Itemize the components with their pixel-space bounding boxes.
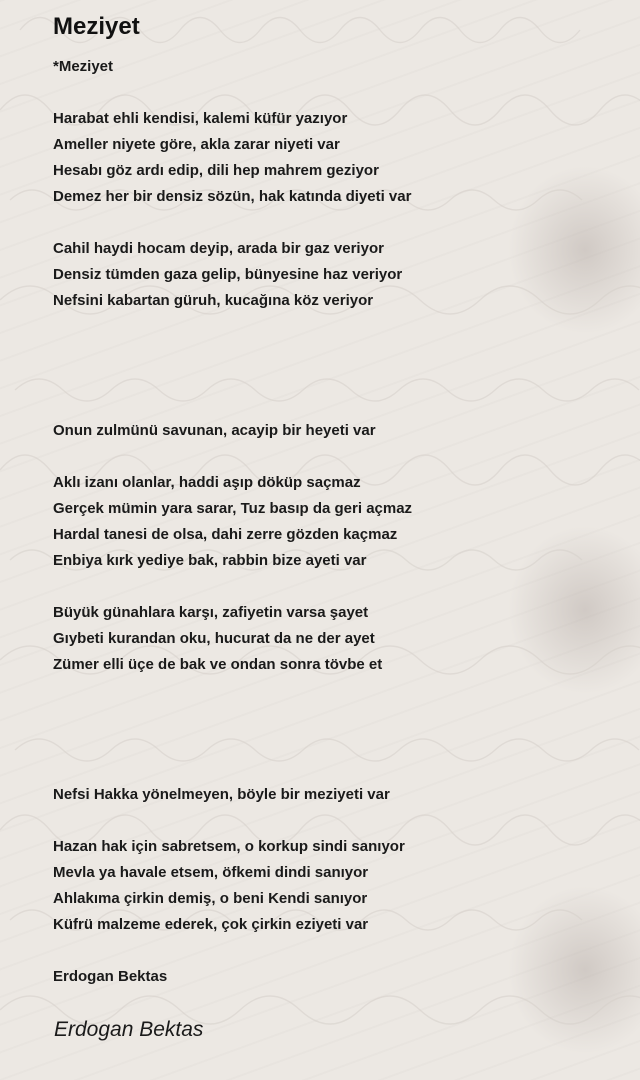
stanza-break (53, 444, 613, 470)
poem-line: Mevla ya havale etsem, öfkemi dindi sanıyor (53, 864, 369, 881)
poem-line: Cahil haydi hocam deyip, arada bir gaz veriyor (53, 240, 384, 257)
poem-line: Nefsini kabartan güruh, kucağına köz veriyor (53, 292, 374, 309)
poem-line: Gıybeti kurandan oku, hucurat da ne der ayet (53, 630, 375, 647)
poem-line: Ameller niyete göre, akla zarar niyeti var (53, 136, 340, 153)
poem-line: Onun zulmünü savunan, acayip bir heyeti var (53, 422, 376, 439)
poem-line: Aklı izanı olanlar, haddi aşıp döküp saçmaz (53, 474, 361, 491)
poem-line: Büyük günahlara karşı, zafiyetin varsa şayet (53, 604, 369, 621)
stanza-break (53, 756, 613, 782)
stanza-break (53, 366, 613, 392)
poem-line: Gerçek mümin yara sarar, Tuz basıp da geri açmaz (53, 500, 413, 517)
stanza-break (53, 938, 613, 964)
poem-line: Densiz tümden gaza gelip, bünyesine haz veriyor (53, 266, 403, 283)
poem-line: Harabat ehli kendisi, kalemi küfür yazıyor (53, 110, 348, 127)
stanza-break (53, 392, 613, 418)
stanza-break (53, 80, 613, 106)
stanza-break (53, 704, 613, 730)
poem-body (53, 54, 613, 990)
poem-line: Enbiya kırk yediye bak, rabbin bize ayeti var (53, 552, 367, 569)
poem-line: Hazan hak için sabretsem, o korkup sindi sanıyor (53, 838, 405, 855)
stanza-break (53, 210, 613, 236)
poem-line: Erdogan Bektas (53, 968, 168, 985)
poem-title: Meziyet (53, 13, 140, 40)
stanza-break (53, 730, 613, 756)
poem-line: Demez her bir densiz sözün, hak katında diyeti var (53, 188, 412, 205)
poem-line: Hardal tanesi de olsa, dahi zerre gözden kaçmaz (53, 526, 398, 543)
stanza-break (53, 340, 613, 366)
poem-line: Zümer elli üçe de bak ve ondan sonra tövbe et (53, 656, 383, 673)
stanza-break (53, 314, 613, 340)
stanza-break (53, 808, 613, 834)
poem-line: Küfrü malzeme ederek, çok çirkin eziyeti var (53, 916, 369, 933)
stanza-break (53, 678, 613, 704)
stanza-break (53, 574, 613, 600)
poem-line: Hesabı göz ardı edip, dili hep mahrem geziyor (53, 162, 379, 179)
poem-line: *Meziyet (53, 58, 114, 75)
poem-line: Nefsi Hakka yönelmeyen, böyle bir meziyeti var (53, 786, 390, 803)
poem-line: Ahlakıma çirkin demiş, o beni Kendi sanıyor (53, 890, 368, 907)
author-signature: Erdogan Bektas (54, 1018, 204, 1041)
